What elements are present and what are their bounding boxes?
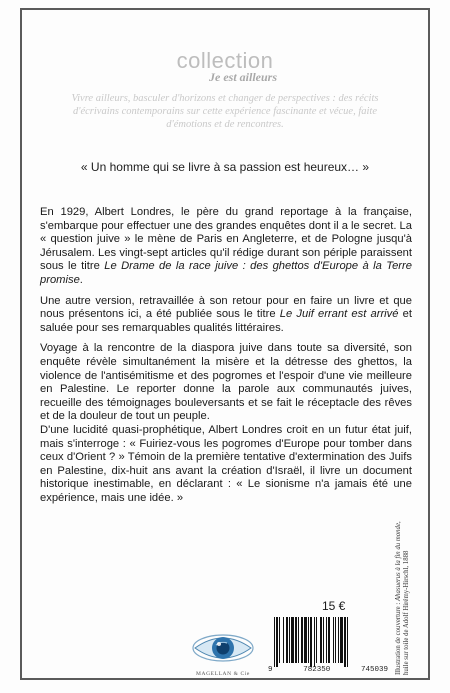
collection-word: collection (176, 48, 274, 73)
barcode-digits (268, 666, 388, 674)
book-title: Le Juif errant est arrivé (279, 308, 399, 321)
collection-name: Je est ailleurs (209, 70, 277, 84)
blurb-text (40, 206, 412, 512)
collection-header (20, 50, 430, 85)
barcode-digit-group: 745039 (360, 666, 388, 674)
eye-globe-logo-icon (191, 626, 255, 670)
cover-illustration-credit: Illustration de couverture : Ahasuerus à la fin du monde, huile sur toile de Adolf Hirémy-Hirschl, 1888 (395, 521, 410, 675)
publisher-name: MAGELLAN & Cie (196, 671, 250, 677)
price-label: 15 € (322, 599, 346, 613)
barcode (272, 617, 384, 673)
blurb-paragraph-3: Voyage à la rencontre de la diaspora juive dans toute sa diversité, son enquête révèle simultanément la misère et la détresse des ghettos, la violence de l'antisémitisme et des pogromes et l'espoir d'une vie meilleure en Palestine. Le reporter donne la parole aux communautés juives, recueille des témoignages bouleversants et se fait le réceptacle des rêves et de la douleur de tout un peuple. (40, 342, 412, 423)
collection-tagline: Vivre ailleurs, basculer d'horizons et changer de perspectives : des récits d'écrivains contemporains sur cette expérience fascinante et vécue, faite d'émotions et de rencontres. (71, 93, 379, 130)
barcode-digit-group: 782350 (303, 666, 331, 674)
blurb-paragraph-2: Une autre version, retravaillée à son retour pour en faire un livre et que nous présentons ici, a été publiée sous le titre Le Juif errant est arrivé et saluée pour ses remarquables qualités littéraires. (40, 294, 412, 334)
barcode-digit-group: 9 (268, 666, 273, 674)
article-title: Le Drame de la race juive : des ghettos d'Europe à la Terre promise (40, 260, 412, 286)
epigraph-quote: « Un homme qui se livre à sa passion est heureux… » (80, 160, 370, 174)
blurb-paragraph-1: En 1929, Albert Londres, le père du grand reportage à la française, s'embarque pour effectuer une des grandes enquêtes dont il a le secret. La « question juive » le mène de Paris en Angleterre, et de Pologne jusqu'à Jérusalem. Les vingt-sept articles qu'il rédige durant son périple paraissent sous le titre Le Drame de la race juive : des ghettos d'Europe à la Terre promise. (40, 206, 412, 286)
blurb-paragraph-4: D'une lucidité quasi-prophétique, Albert Londres croit en un futur état juif, mais s'interroge : « Fuiriez-vous les pogromes d'Europe pour tomber dans ceux d'Orient ? » Témoin de la première tentative d'extermination des Juifs en Palestine, dix-huit ans avant la création d'Israël, il livre un document historique inestimable, en déclarant : « Le sionisme n'a jamais été une expérience, mais une idée. » (40, 423, 412, 504)
publisher-logo (181, 626, 265, 688)
